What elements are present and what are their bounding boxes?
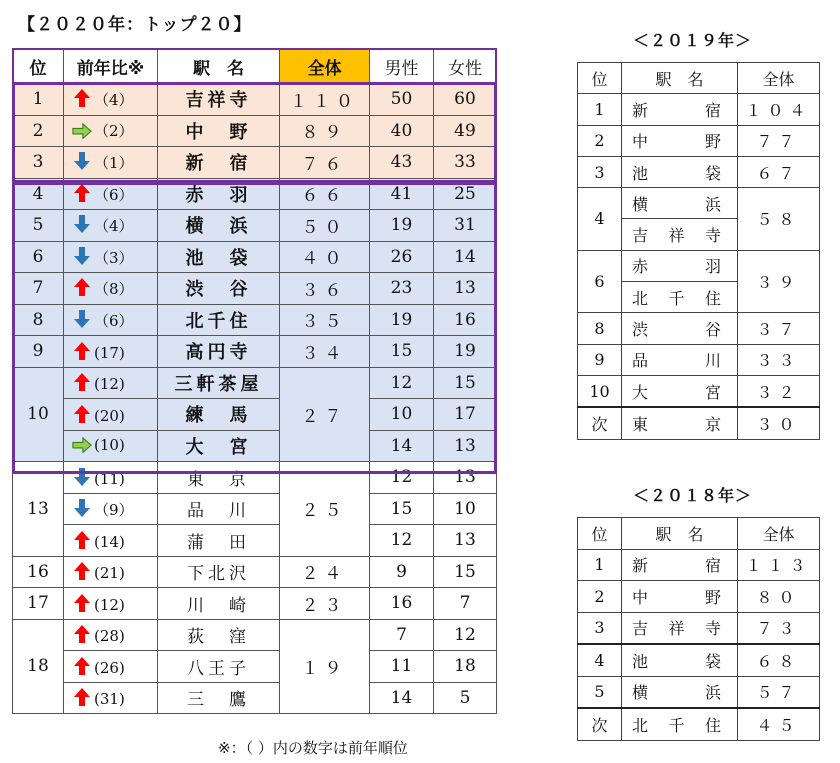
table-row (578, 407, 820, 439)
total-cell: ５０ (280, 210, 370, 242)
female-cell: 14 (434, 241, 497, 273)
station-cell: 蒲 田 (158, 525, 280, 557)
rank-cell: 1 (578, 94, 622, 125)
total-cell: ７６ (280, 147, 370, 179)
station-cell: 横 浜 (158, 210, 280, 242)
station-cell: 三軒茶屋 (158, 367, 280, 399)
total-cell: １１３ (738, 549, 820, 581)
station-cell: 横浜 (622, 188, 738, 219)
arrow-up-icon (72, 277, 92, 295)
header-station: 駅 名 (158, 50, 280, 84)
male-cell: 15 (370, 493, 434, 525)
prev-rank-cell (64, 525, 158, 557)
arrow-up-icon (72, 593, 92, 611)
header-male: 男性 (370, 50, 434, 84)
rank-cell: 4 (578, 644, 622, 676)
arrow-down-icon (72, 214, 92, 232)
rank-cell: 17 (13, 588, 64, 620)
total-cell: ７７ (738, 125, 820, 156)
table-row (13, 556, 497, 588)
prev-rank-value: （1） (94, 154, 134, 173)
total-cell: ６６ (280, 178, 370, 210)
male-cell: 43 (370, 147, 434, 179)
prev-rank-value: （2） (94, 122, 134, 141)
table-row (578, 612, 820, 644)
prev-rank-value: (12) (94, 375, 125, 394)
prev-rank-cell (64, 651, 158, 683)
total-cell: ８０ (738, 581, 820, 613)
prev-rank-value: （6） (94, 185, 134, 204)
total-cell: １１０ (280, 84, 370, 116)
rank-cell: 3 (13, 147, 64, 179)
table-row (13, 147, 497, 179)
ranking-title-2020: 【２０２０年：トップ２０】 (18, 15, 252, 35)
male-cell: 12 (370, 525, 434, 557)
prev-rank-value: (26) (94, 658, 125, 677)
total-cell: ２７ (280, 367, 370, 462)
prev-rank-value: (28) (94, 627, 125, 646)
header-total: 全体 (738, 63, 820, 94)
arrow-down-icon (72, 498, 92, 516)
prev-rank-cell (64, 304, 158, 336)
rank-cell: 9 (578, 344, 622, 375)
prev-rank-value: (21) (94, 564, 125, 583)
station-cell: 東京 (622, 407, 738, 439)
station-cell: 横浜 (622, 676, 738, 708)
table-row (578, 549, 820, 581)
table-row (13, 178, 497, 210)
female-cell: 13 (434, 462, 497, 494)
total-cell: ３７ (738, 313, 820, 344)
female-cell: 25 (434, 178, 497, 210)
station-cell: 新宿 (622, 549, 738, 581)
rank-cell: 2 (578, 581, 622, 613)
total-cell: ４５ (738, 708, 820, 740)
arrow-up-icon (72, 183, 92, 201)
female-cell: 16 (434, 304, 497, 336)
arrow-up-icon (72, 88, 92, 106)
header-total: 全体 (738, 518, 820, 550)
station-cell: 東 京 (158, 462, 280, 494)
table-row (578, 644, 820, 676)
rank-cell: 1 (578, 549, 622, 581)
rank-cell: 16 (13, 556, 64, 588)
total-cell: １９ (280, 619, 370, 714)
arrow-up-icon (72, 656, 92, 674)
rank-cell: 2 (578, 125, 622, 156)
table-row (13, 304, 497, 336)
prev-rank-value: （6） (94, 311, 134, 330)
arrow-up-icon (72, 404, 92, 422)
station-cell: 吉祥寺 (622, 612, 738, 644)
male-cell: 50 (370, 84, 434, 116)
station-cell: 吉祥寺 (158, 84, 280, 116)
header-female: 女性 (434, 50, 497, 84)
total-cell: ６７ (738, 156, 820, 187)
arrow-up-icon (72, 372, 92, 390)
station-cell: 赤羽 (622, 250, 738, 281)
table-header-row (578, 518, 820, 550)
ranking-title-2019: ＜２０１９年＞ (633, 31, 753, 50)
prev-rank-cell (64, 115, 158, 147)
rank-cell: 1 (13, 84, 64, 116)
prev-rank-value: （9） (94, 500, 134, 519)
prev-rank-cell (64, 588, 158, 620)
rank-cell: 6 (13, 241, 64, 273)
rank-cell: 6 (578, 250, 622, 313)
table-row (13, 399, 497, 431)
total-cell: ５７ (738, 676, 820, 708)
prev-rank-value: （8） (94, 280, 134, 299)
header-total: 全体 (280, 50, 370, 84)
station-cell: 品川 (622, 344, 738, 375)
male-cell: 19 (370, 304, 434, 336)
rank-cell: 2 (13, 115, 64, 147)
rank-cell: 8 (13, 304, 64, 336)
rank-cell: 8 (578, 313, 622, 344)
table-row (578, 156, 820, 187)
male-cell: 11 (370, 651, 434, 683)
table-row (578, 708, 820, 740)
rank-cell: 5 (578, 676, 622, 708)
header-rank: 位 (13, 50, 64, 84)
header-station: 駅 名 (622, 518, 738, 550)
prev-rank-cell (64, 178, 158, 210)
total-cell: １０４ (738, 94, 820, 125)
total-cell: ７３ (738, 612, 820, 644)
total-cell: ３５ (280, 304, 370, 336)
table-row (13, 367, 497, 399)
station-cell: 三 鷹 (158, 682, 280, 714)
station-cell: 渋 谷 (158, 273, 280, 305)
table-row (13, 430, 497, 462)
total-cell: ３４ (280, 336, 370, 368)
table-row (13, 115, 497, 147)
table-row (13, 588, 497, 620)
table-header-row (578, 63, 820, 94)
table-row (578, 188, 820, 219)
station-cell: 新 宿 (158, 147, 280, 179)
rank-cell: 18 (13, 619, 64, 714)
table-row (578, 313, 820, 344)
station-cell: 池袋 (622, 156, 738, 187)
male-cell: 41 (370, 178, 434, 210)
table-row (578, 375, 820, 407)
table-row (13, 210, 497, 242)
station-cell: 中 野 (158, 115, 280, 147)
female-cell: 17 (434, 399, 497, 431)
rank-cell: 3 (578, 156, 622, 187)
prev-rank-value: (10) (94, 436, 125, 455)
header-prev: 前年比※ (64, 50, 158, 84)
male-cell: 23 (370, 273, 434, 305)
total-cell: ６８ (738, 644, 820, 676)
arrow-up-icon (72, 687, 92, 705)
station-cell: 中野 (622, 581, 738, 613)
rank-cell: 4 (578, 188, 622, 251)
rank-cell: 3 (578, 612, 622, 644)
female-cell: 49 (434, 115, 497, 147)
station-cell: 赤 羽 (158, 178, 280, 210)
prev-rank-cell (64, 462, 158, 494)
station-cell: 中野 (622, 125, 738, 156)
station-cell: 大宮 (622, 375, 738, 407)
prev-rank-cell (64, 367, 158, 399)
prev-rank-cell (64, 273, 158, 305)
ranking-title-2018: ＜２０１８年＞ (633, 486, 753, 505)
female-cell: 15 (434, 367, 497, 399)
table-row (13, 682, 497, 714)
male-cell: 7 (370, 619, 434, 651)
table-row (578, 581, 820, 613)
total-cell: ２３ (280, 588, 370, 620)
male-cell: 15 (370, 336, 434, 368)
prev-rank-cell (64, 84, 158, 116)
ranking-table-2018 (577, 517, 820, 741)
station-cell: 新宿 (622, 94, 738, 125)
rank-cell: 10 (13, 367, 64, 462)
male-cell: 9 (370, 556, 434, 588)
total-cell: ４０ (280, 241, 370, 273)
prev-rank-cell (64, 682, 158, 714)
table-row (13, 651, 497, 683)
total-cell: ３０ (738, 407, 820, 439)
female-cell: 13 (434, 430, 497, 462)
total-cell: ８９ (280, 115, 370, 147)
prev-rank-value: (17) (94, 343, 125, 362)
prev-rank-value: (11) (94, 469, 125, 488)
ranking-table-2019 (577, 62, 820, 440)
prev-rank-value: (12) (94, 595, 125, 614)
prev-rank-cell (64, 493, 158, 525)
arrow-down-icon (72, 151, 92, 169)
station-cell: 品 川 (158, 493, 280, 525)
arrow-up-icon (72, 341, 92, 359)
header-station: 駅 名 (622, 63, 738, 94)
male-cell: 14 (370, 430, 434, 462)
female-cell: 5 (434, 682, 497, 714)
station-cell: 北千住 (622, 708, 738, 740)
female-cell: 10 (434, 493, 497, 525)
male-cell: 19 (370, 210, 434, 242)
prev-rank-cell (64, 210, 158, 242)
total-cell: ５８ (738, 188, 820, 251)
prev-rank-value: （3） (94, 248, 134, 267)
header-rank: 位 (578, 63, 622, 94)
male-cell: 10 (370, 399, 434, 431)
table-row (578, 94, 820, 125)
station-cell: 下北沢 (158, 556, 280, 588)
table-header-row (13, 50, 497, 84)
table-row (13, 336, 497, 368)
table-row (13, 273, 497, 305)
table-row (13, 241, 497, 273)
station-cell: 大 宮 (158, 430, 280, 462)
prev-rank-cell (64, 556, 158, 588)
female-cell: 15 (434, 556, 497, 588)
female-cell: 13 (434, 525, 497, 557)
header-rank: 位 (578, 518, 622, 550)
arrow-up-icon (72, 530, 92, 548)
total-cell: ２４ (280, 556, 370, 588)
footnote: ※：（ ）内の数字は前年順位 (218, 739, 408, 757)
prev-rank-value: (20) (94, 406, 125, 425)
station-cell: 練 馬 (158, 399, 280, 431)
prev-rank-cell (64, 399, 158, 431)
table-row (13, 525, 497, 557)
arrow-down-icon (72, 467, 92, 485)
male-cell: 14 (370, 682, 434, 714)
male-cell: 40 (370, 115, 434, 147)
station-cell: 池 袋 (158, 241, 280, 273)
table-row (578, 676, 820, 708)
arrow-down-icon (72, 246, 92, 264)
total-cell: ３９ (738, 250, 820, 313)
station-cell: 吉祥寺 (622, 219, 738, 250)
station-cell: 北千住 (158, 304, 280, 336)
rank-cell: 5 (13, 210, 64, 242)
station-cell: 荻 窪 (158, 619, 280, 651)
female-cell: 19 (434, 336, 497, 368)
table-row (13, 493, 497, 525)
prev-rank-cell (64, 336, 158, 368)
male-cell: 16 (370, 588, 434, 620)
prev-rank-value: （4） (94, 91, 134, 110)
ranking-table-2020 (12, 49, 497, 714)
arrow-up-icon (72, 624, 92, 642)
total-cell: ３２ (738, 375, 820, 407)
female-cell: 33 (434, 147, 497, 179)
prev-rank-value: (14) (94, 532, 125, 551)
total-cell: ３６ (280, 273, 370, 305)
rank-cell: 4 (13, 178, 64, 210)
prev-rank-cell (64, 147, 158, 179)
station-cell: 池袋 (622, 644, 738, 676)
female-cell: 13 (434, 273, 497, 305)
prev-rank-cell (64, 241, 158, 273)
prev-rank-value: （4） (94, 217, 134, 236)
table-row (13, 84, 497, 116)
arrow-up-icon (72, 561, 92, 579)
male-cell: 12 (370, 367, 434, 399)
female-cell: 12 (434, 619, 497, 651)
prev-rank-cell (64, 430, 158, 462)
total-cell: ２５ (280, 462, 370, 557)
station-cell: 渋谷 (622, 313, 738, 344)
station-cell: 高円寺 (158, 336, 280, 368)
station-cell: 川 崎 (158, 588, 280, 620)
station-cell: 北千住 (622, 282, 738, 313)
male-cell: 12 (370, 462, 434, 494)
table-row (578, 250, 820, 281)
table-row (578, 344, 820, 375)
prev-rank-cell (64, 619, 158, 651)
rank-cell: 7 (13, 273, 64, 305)
table-row (578, 125, 820, 156)
prev-rank-value: (31) (94, 690, 125, 709)
table-row (13, 619, 497, 651)
female-cell: 31 (434, 210, 497, 242)
male-cell: 26 (370, 241, 434, 273)
arrow-down-icon (72, 309, 92, 327)
female-cell: 60 (434, 84, 497, 116)
rank-cell: 10 (578, 375, 622, 407)
rank-cell: 次 (578, 407, 622, 439)
rank-cell: 13 (13, 462, 64, 557)
female-cell: 7 (434, 588, 497, 620)
arrow-right-icon (72, 437, 92, 455)
rank-cell: 9 (13, 336, 64, 368)
total-cell: ３３ (738, 344, 820, 375)
rank-cell: 次 (578, 708, 622, 740)
station-cell: 八王子 (158, 651, 280, 683)
arrow-right-icon (72, 123, 92, 141)
table-row (13, 462, 497, 494)
female-cell: 18 (434, 651, 497, 683)
